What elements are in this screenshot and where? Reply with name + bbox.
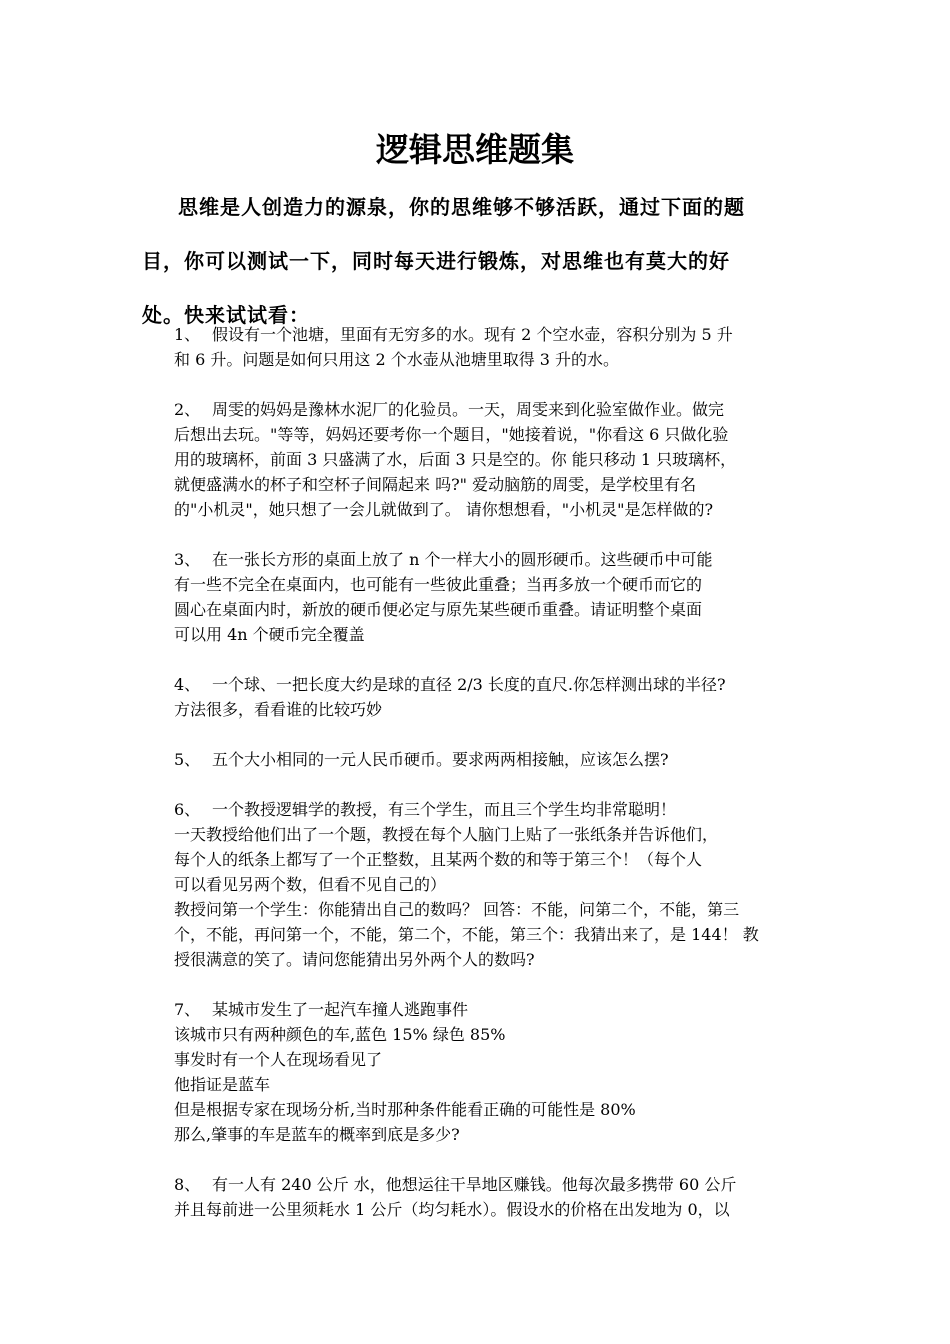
document-title: 逻辑思维题集 xyxy=(376,130,574,169)
intro-line: 思维是人创造力的源泉，你的思维够不够活跃，通过下面的题 xyxy=(178,195,745,219)
question-text: 有一些不完全在桌面内，也可能有一些彼此重叠；当再多放一个硬币而它的 xyxy=(174,575,703,594)
question-text: 某城市发生了一起汽车撞人逃跑事件 xyxy=(212,1000,469,1019)
question-text: 一个教授逻辑学的教授，有三个学生，而且三个学生均非常聪明！ xyxy=(212,800,677,819)
question-4 xyxy=(174,672,824,722)
question-3 xyxy=(174,547,824,647)
question-text: 周雯的妈妈是豫林水泥厂的化验员。一天，周雯来到化验室做作业。做完 xyxy=(212,400,725,419)
question-number: 7、 xyxy=(174,1000,201,1019)
question-text: 每个人的纸条上都写了一个正整数，且某两个数的和等于第三个！（每个人 xyxy=(174,850,703,869)
question-text: 方法很多，看看谁的比较巧妙 xyxy=(174,700,383,719)
question-text: 一天教授给他们出了一个题，教授在每个人脑门上贴了一张纸条并告诉他们， xyxy=(174,825,719,844)
question-text: 一个球、一把长度大约是球的直径 2/3 长度的直尺.你怎样测出球的半径? xyxy=(212,675,726,694)
question-2 xyxy=(174,397,824,522)
question-text: 五个大小相同的一元人民币硬币。要求两两相接触，应该怎么摆? xyxy=(212,750,669,769)
question-text: 可以用 4n 个硬币完全覆盖 xyxy=(174,625,365,644)
question-text: 后想出去玩。"等等，妈妈还要考你一个题目，"她接着说，"你看这 6 只做化验 xyxy=(174,425,729,444)
intro-line: 处。快来试试看： xyxy=(142,303,310,327)
question-text: 教授问第一个学生：你能猜出自己的数吗？ 回答：不能，问第二个，不能，第三 xyxy=(174,900,740,919)
intro-paragraph xyxy=(142,180,812,342)
question-text: 可以看见另两个数，但看不见自己的） xyxy=(174,875,447,894)
question-text: 该城市只有两种颜色的车,蓝色 15% 绿色 85% xyxy=(174,1025,506,1044)
question-number: 8、 xyxy=(174,1175,201,1194)
question-text: 他指证是蓝车 xyxy=(174,1075,271,1094)
question-7 xyxy=(174,997,824,1147)
question-text: 但是根据专家在现场分析,当时那种条件能看正确的可能性是 80% xyxy=(174,1100,636,1119)
question-text: 事发时有一个人在现场看见了 xyxy=(174,1050,383,1069)
question-text: 和 6 升。问题是如何只用这 2 个水壶从池塘里取得 3 升的水。 xyxy=(174,350,620,369)
question-number: 2、 xyxy=(174,400,201,419)
intro-line: 目，你可以测试一下，同时每天进行锻炼，对思维也有莫大的好 xyxy=(142,249,730,273)
question-text: 授很满意的笑了。请问您能猜出另外两个人的数吗? xyxy=(174,950,535,969)
question-6 xyxy=(174,797,824,972)
question-text: 个，不能，再问第一个，不能，第二个，不能，第三个：我猜出来了，是 144！ 教 xyxy=(174,925,759,944)
question-text: 假设有一个池塘，里面有无穷多的水。现有 2 个空水壶，容积分别为 5 升 xyxy=(212,325,733,344)
question-number: 1、 xyxy=(174,325,201,344)
question-number: 3、 xyxy=(174,550,201,569)
question-text: 用的玻璃杯，前面 3 只盛满了水，后面 3 只是空的。你 能只移动 1 只玻璃杯， xyxy=(174,450,737,469)
question-text: 有一人有 240 公斤 水，他想运往干旱地区赚钱。他每次最多携带 60 公斤 xyxy=(212,1175,737,1194)
question-list xyxy=(174,322,824,1247)
question-1 xyxy=(174,322,824,372)
question-text: 在一张长方形的桌面上放了 n 个一样大小的圆形硬币。这些硬币中可能 xyxy=(212,550,713,569)
question-number: 6、 xyxy=(174,800,201,819)
question-text: 那么,肇事的车是蓝车的概率到底是多少? xyxy=(174,1125,460,1144)
question-text: 圆心在桌面内时，新放的硬币便必定与原先某些硬币重叠。请证明整个桌面 xyxy=(174,600,703,619)
question-text: 就便盛满水的杯子和空杯子间隔起来 吗?" 爱动脑筋的周雯，是学校里有名 xyxy=(174,475,697,494)
question-text: 并且每前进一公里须耗水 1 公斤（均匀耗水）。假设水的价格在出发地为 0，以 xyxy=(174,1200,730,1219)
question-number: 5、 xyxy=(174,750,201,769)
question-text: 的"小机灵"，她只想了一会儿就做到了。 请你想想看，"小机灵"是怎样做的? xyxy=(174,500,714,519)
question-5 xyxy=(174,747,824,772)
question-8 xyxy=(174,1172,824,1222)
question-number: 4、 xyxy=(174,675,201,694)
